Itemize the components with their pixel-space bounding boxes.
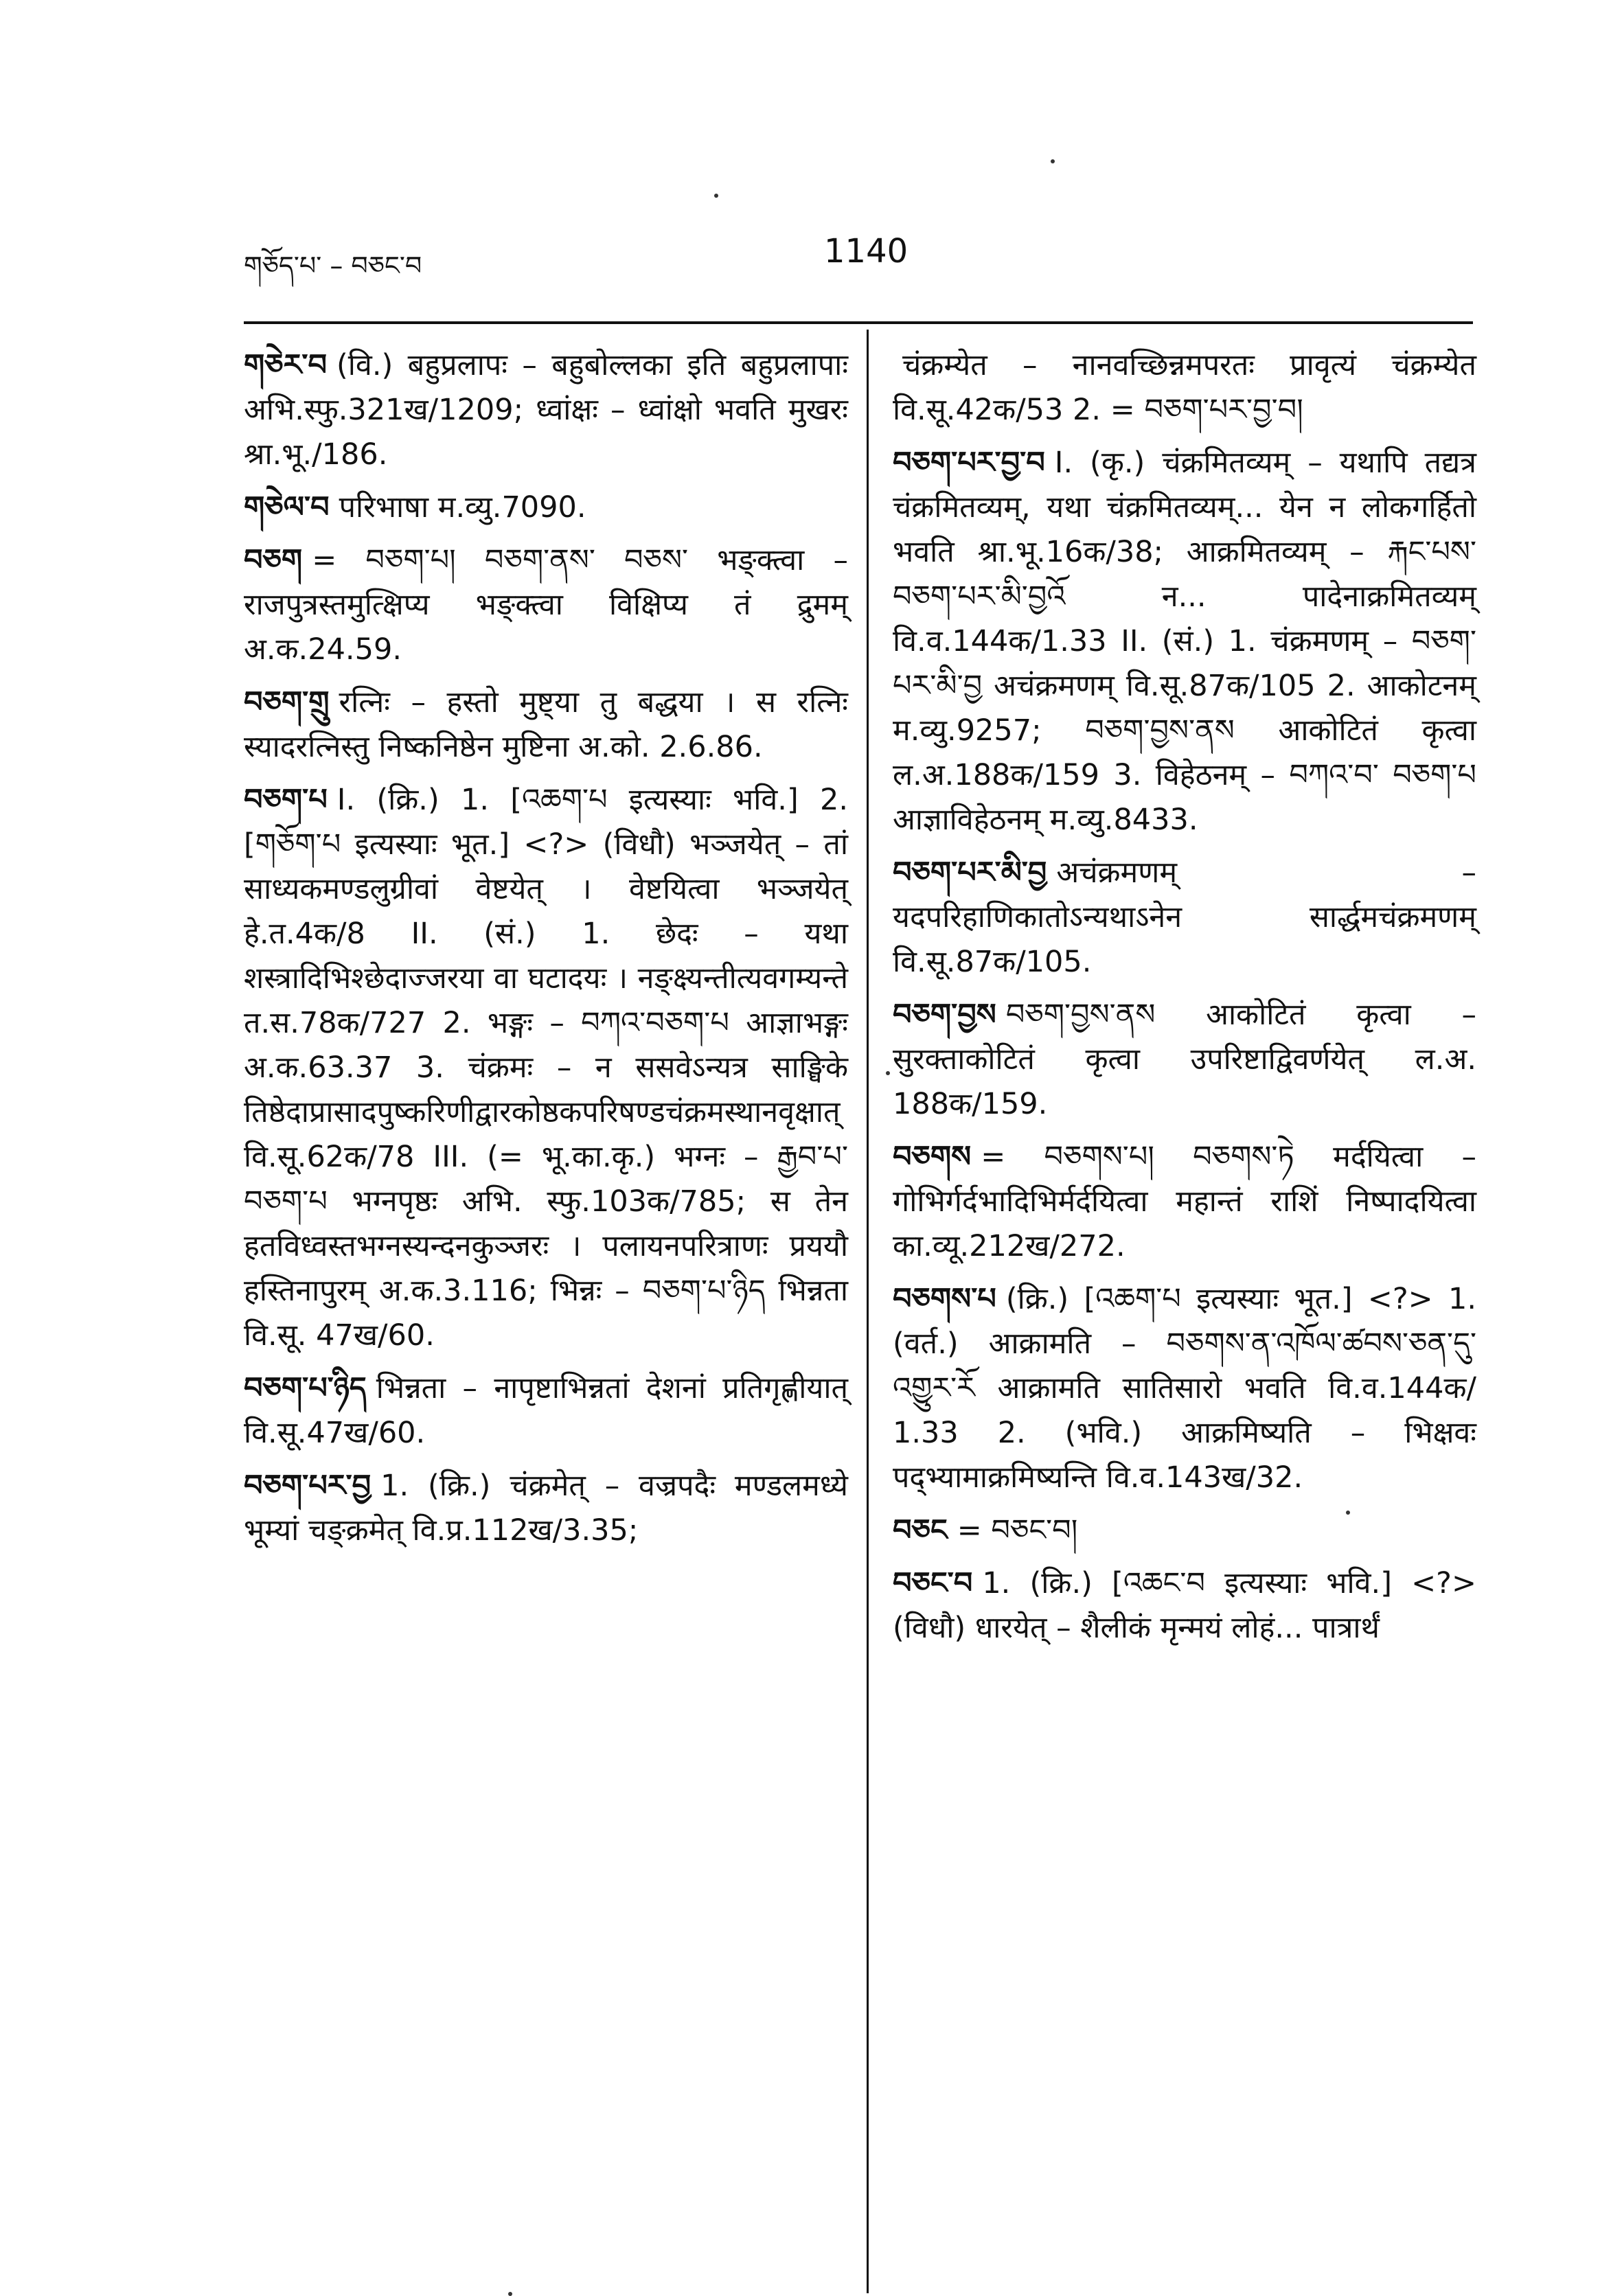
dictionary-entry — [244, 343, 848, 477]
entry-headword: བཅང་བ — [893, 1566, 973, 1600]
entry-body: = བཅག་པ། བཅག་ནས་ བཅས་ भङ्क्त्वा – राजपुत्रस्तमुत्क्षिप्य भङ्क्त्वा विक्षिप्य तं द्रुमम् अ.क.24.59. — [244, 543, 848, 667]
entry-headword: བཅགས — [893, 1140, 972, 1174]
entry-body: चंक्रम्येत – नानवच्छिन्नमपरतः प्रावृत्यं चंक्रम्येत वि.सू.42क/53 2. = བཅག་པར་བྱ་བ། — [893, 348, 1476, 427]
dictionary-entry — [244, 1464, 848, 1553]
dictionary-entry — [893, 1277, 1476, 1500]
entry-headword: བཅག — [244, 543, 303, 577]
scan-speck — [508, 2292, 512, 2296]
entry-body: I. (कृ.) चंक्रमितव्यम् – यथापि तद्यत्र चंक्रमितव्यम्, यथा चंक्रमितव्यम्... येन न लोकगर्हितो भवति श्रा.भू.16क/38; आक्रमितव्यम् – རྐང་པས་བཅག་པར་མི་བྱའོ न... पादेनाक्रमितव्यम् वि.व.144क/1.33 II. (सं.) 1. चंक्रमणम् – བཅག་པར་མི་བྱ अचंक्रमणम् वि.सू.87क/105 2. आकोटनम् म.व्यु.9257; བཅག་བྱས་ནས आकोटितं कृत्वा ल.अ.188क/159 3. विहेठनम् – བཀའ་བ་ བཅག་པ आज्ञाविहेठनम् म.व्यु.8433. — [893, 446, 1476, 837]
entry-body: भिन्नता – नापृष्टाभिन्नतां देशनां प्रतिगृह्णीयात् वि.सू.47ख/60. — [244, 1371, 848, 1450]
dictionary-entry — [244, 680, 848, 770]
entry-body: = བཅང་བ། — [957, 1513, 1078, 1548]
header-rule — [244, 321, 1473, 324]
dictionary-entry — [244, 1366, 848, 1456]
entry-body: (वि.) बहुप्रलापः – बहुबोल्लका इति बहुप्रलापाः अभि.स्फु.321ख/1209; ध्वांक्षः – ध्वांक्षो भवति मुखरः श्रा.भू./186. — [244, 348, 848, 472]
dictionary-entry — [893, 1135, 1476, 1269]
entry-body: བཅག་བྱས་ནས आकोटितं कृत्वा – सुरक्ताकोटितं कृत्वा उपरिष्टाद्विवर्णयेत् ल.अ. 188क/159. — [893, 998, 1476, 1121]
entry-headword: བཅགས་པ — [893, 1282, 996, 1316]
entry-headword: གཅེར་བ — [244, 348, 328, 382]
entry-body: 1. (क्रि.) [འཆང་བ इत्यस्याः भवि.] <?> (विधौ) धारयेत् – शैलीकं मृन्मयं लोहं... पात्रार्थं — [893, 1566, 1476, 1645]
dictionary-entry — [893, 993, 1476, 1127]
entry-body: रत्निः – हस्तो मुष्ट्या तु बद्धया । स रत्निः स्यादरत्निस्तु निष्कनिष्ठेन मुष्टिना अ.को. 2.6.86. — [244, 685, 848, 764]
dictionary-entry — [244, 538, 848, 672]
entry-headword: བཅང — [893, 1513, 948, 1548]
entry-headword: བཅག་པར་མི་བྱ — [893, 856, 1047, 890]
dictionary-entry — [893, 441, 1476, 842]
scan-speck — [1051, 159, 1055, 163]
dictionary-entry — [893, 1508, 1476, 1553]
left-column — [244, 343, 848, 1561]
dictionary-entry-continued — [893, 343, 1476, 433]
entry-body: = བཅགས་པ། བཅགས་ཏེ मर्दयित्वा – गोभिर्गर्दभादिभिर्मर्दयित्वा महान्तं राशिं निष्पादयित्वा का.व्यू.212ख/272. — [893, 1140, 1476, 1263]
entry-headword: བཅག་པ་ཉིད — [244, 1371, 367, 1405]
entry-headword: བཅག་གྲུ — [244, 685, 330, 720]
entry-headword: བཅག་པ — [244, 783, 328, 817]
entry-headword: བཅག་པར་བྱ — [244, 1469, 372, 1503]
scan-speck — [714, 194, 718, 198]
scan-speck — [1346, 1511, 1350, 1515]
entry-body: I. (क्रि.) 1. [འཆག་པ इत्यस्याः भवि.] 2. [གཅོག་པ इत्यस्याः भूत.] <?> (विधौ) भञ्जयेत् – तां साध्यकमण्डलुग्रीवां वेष्टयेत् । वेष्टयित्वा भञ्जयेत् हे.त.4क/8 II. (सं.) 1. छेदः – यथा शस्त्रादिभिश्छेदाज्जरया वा घटादयः । नङ्क्ष्यन्तीत्यवगम्यन्ते त.स.78क/727 2. भङ्गः – བཀའ་བཅག་པ आज्ञाभङ्गः अ.क.63.37 3. चंक्रमः – न ससवेऽन्यत्र साङ्घिके तिष्ठेदाप्रासादपुष्करिणीद्वारकोष्ठकपरिषण्डचंक्रमस्थानवृक्षात् वि.सू.62क/78 III. (= भू.का.कृ.) भग्नः – རྒྱབ་པ་བཅག་པ भग्नपृष्ठः अभि. स्फु.103क/785; स तेन हतविध्वस्तभग्नस्यन्दनकुञ्जरः । पलायनपरित्राणः प्रययौ हस्तिनापुरम् अ.क.3.116; भिन्नः – བཅག་པ་ཉིད भिन्नता वि.सू. 47ख/60. — [244, 783, 848, 1353]
scan-speck — [886, 1071, 890, 1075]
entry-headword: གཅེལ་བ — [244, 490, 330, 525]
entry-headword: བཅག་བྱས — [893, 998, 996, 1032]
dictionary-entry — [244, 778, 848, 1358]
entry-body: (क्रि.) [འཆག་པ इत्यस्याः भूत.] <?> 1. (वर्त.) आक्रामति – བཅགས་ན་འཁོལ་ཚབས་ཅན་དུ་ འགྱུར་རོ आक्रामति सातिसारो भवति वि.व.144क/ 1.33 2. (भवि.) आक्रमिष्यति – भिक्षवः पद्भ्यामाक्रमिष्यन्ति वि.व.143ख/32. — [893, 1282, 1476, 1495]
entry-body: परिभाषा म.व्यु.7090. — [339, 490, 586, 525]
entry-body: अचंक्रमणम् – यदपरिहाणिकातोऽन्यथाऽनेन सार्द्धमचंक्रमणम् वि.सू.87क/105. — [893, 856, 1476, 979]
right-column — [893, 343, 1476, 1659]
dictionary-entry — [244, 485, 848, 530]
dictionary-entry — [893, 1561, 1476, 1651]
dictionary-entry — [893, 851, 1476, 985]
page-number: 1140 — [824, 232, 908, 271]
entry-body: 1. (क्रि.) चंक्रमेत् – वज्रपदैः मण्डलमध्ये भूम्यां चङ्क्रमेत् वि.प्र.112ख/3.35; — [244, 1469, 848, 1548]
entry-headword: བཅག་པར་བྱ་བ — [893, 446, 1045, 480]
column-divider — [867, 330, 869, 2293]
running-head: གཅོད་པ་ – བཅང་བ — [244, 251, 422, 281]
